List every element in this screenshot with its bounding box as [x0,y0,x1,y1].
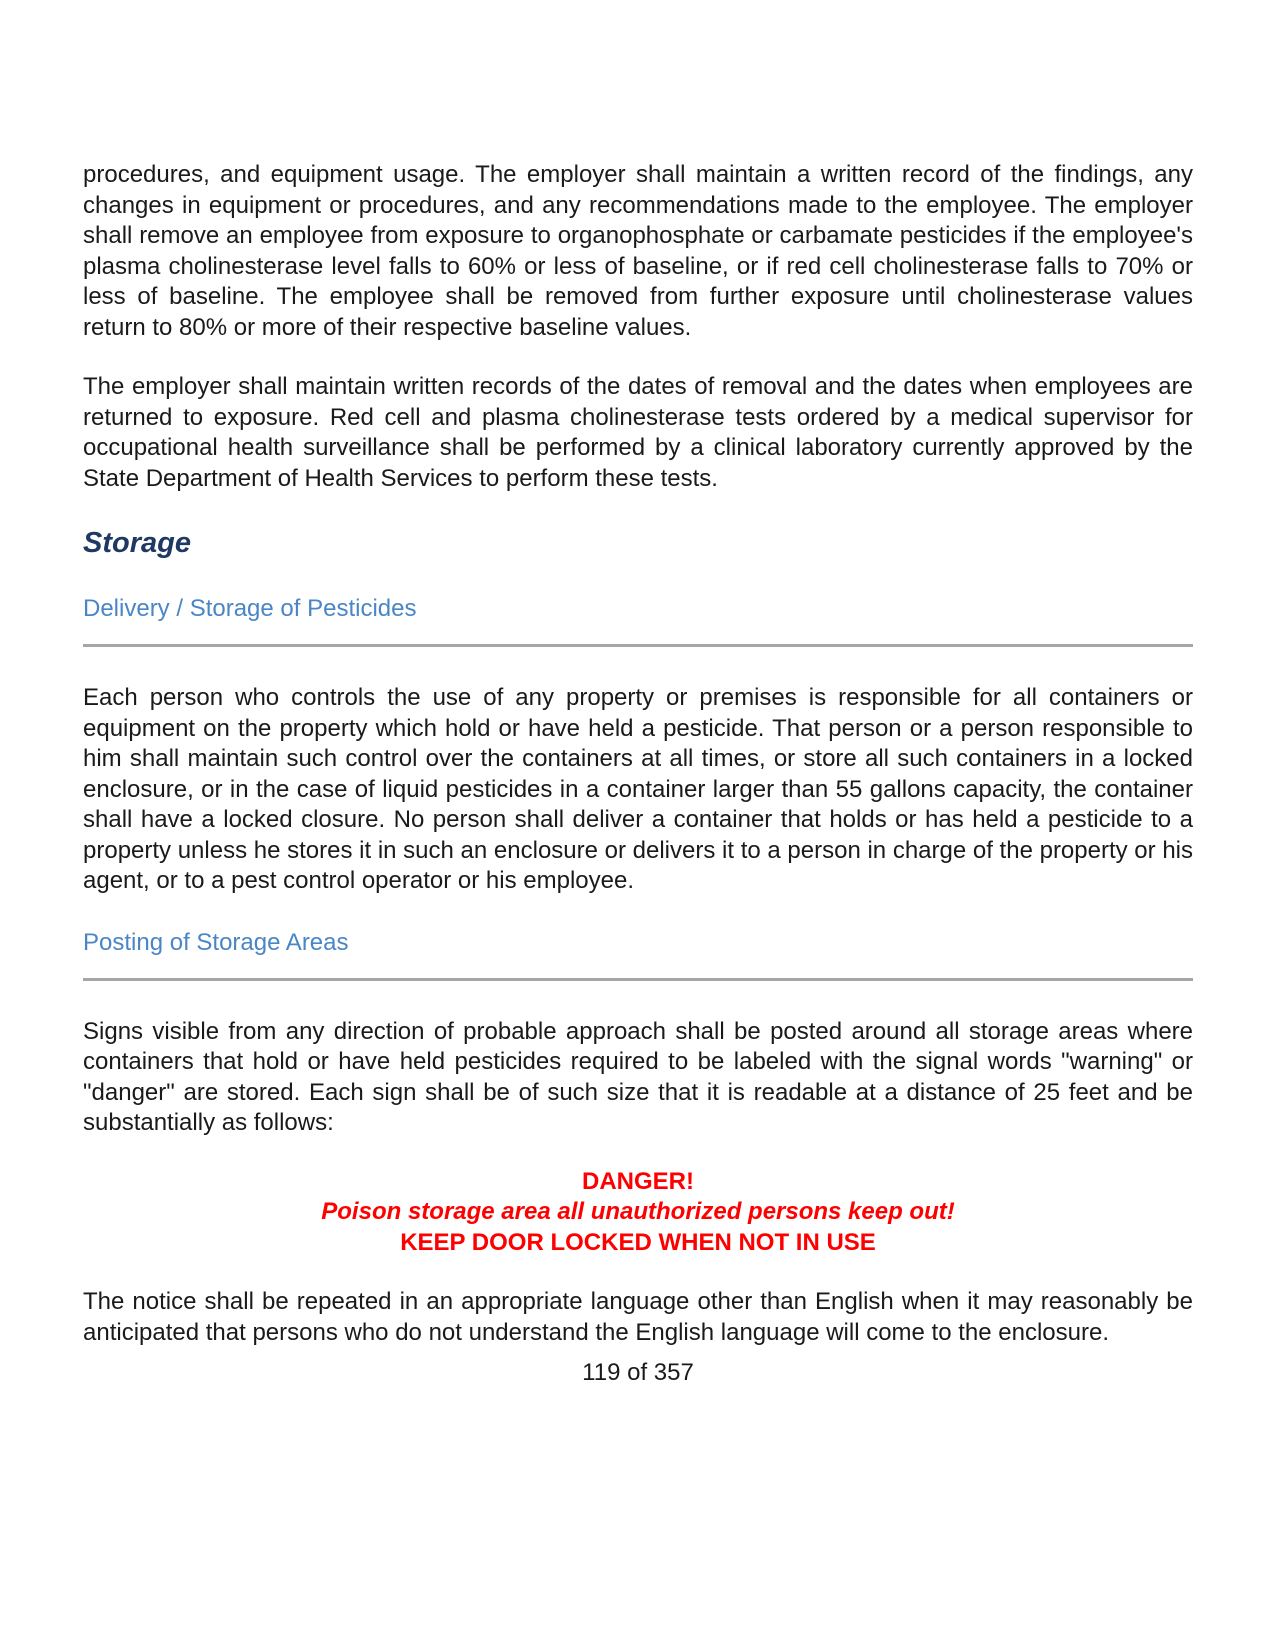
page-number: 119 of 357 [582,1359,694,1386]
danger-sign-line-1: DANGER! [582,1167,694,1195]
document-page [83,160,1193,1388]
paragraph-language-notice: The notice shall be repeated in an appropriate language other than English when it may reasonably be anticipated that persons who do not understand the English language will come to the enclosure. [83,1288,1193,1346]
horizontal-rule [83,644,1193,647]
danger-sign-line-3: KEEP DOOR LOCKED WHEN NOT IN USE [400,1228,876,1256]
danger-sign-line-2: Poison storage area all unauthorized persons keep out! [321,1198,955,1225]
paragraph-signs-posting: Signs visible from any direction of probable approach shall be posted around all storage areas where containers that hold or have held pesticides required to be labeled with the signal words "warning" or "danger" are stored. Each sign shall be of such size that it is readable at a distance of 25 feet and be substantially as follows: [83,1017,1193,1136]
paragraph-container-control: Each person who controls the use of any property or premises is responsible for all containers or equipment on the property which hold or have held a pesticide. That person or a person responsible to him shall maintain such control over the containers at all times, or store all such containers in a locked enclosure, or in the case of liquid pesticides in a container larger than 55 gallons capacity, the container shall have a locked closure. No person shall deliver a container that holds or has held a pesticide to a property unless he stores it in such an enclosure or delivers it to a person in charge of the property or his agent, or to a pest control operator or his employee. [83,684,1193,894]
horizontal-rule [83,978,1193,981]
subheading-posting-storage-areas: Posting of Storage Areas [83,928,349,956]
paragraph-removal-records: The employer shall maintain written records of the dates of removal and the dates when employees are returned to exposure. Red cell and plasma cholinesterase tests ordered by a medical supervisor for occupational health surveillance shall be performed by a clinical laboratory currently approved by the State Department of Health Services to perform these tests. [83,373,1193,492]
danger-sign-text [83,1167,1193,1259]
section-heading-storage: Storage [83,527,191,559]
subheading-delivery-storage: Delivery / Storage of Pesticides [83,595,417,622]
paragraph-cholinesterase-removal: procedures, and equipment usage. The employer shall maintain a written record of the findings, any changes in equipment or procedures, and any recommendations made to the employee. The employer shall remove an employee from exposure to organophosphate or carbamate pesticides if the employee's plasma cholinesterase level falls to 60% or less of baseline, or if red cell cholinesterase falls to 70% or less of baseline. The employee shall be removed from further exposure until cholinesterase values return to 80% or more of their respective baseline values. [83,161,1193,341]
